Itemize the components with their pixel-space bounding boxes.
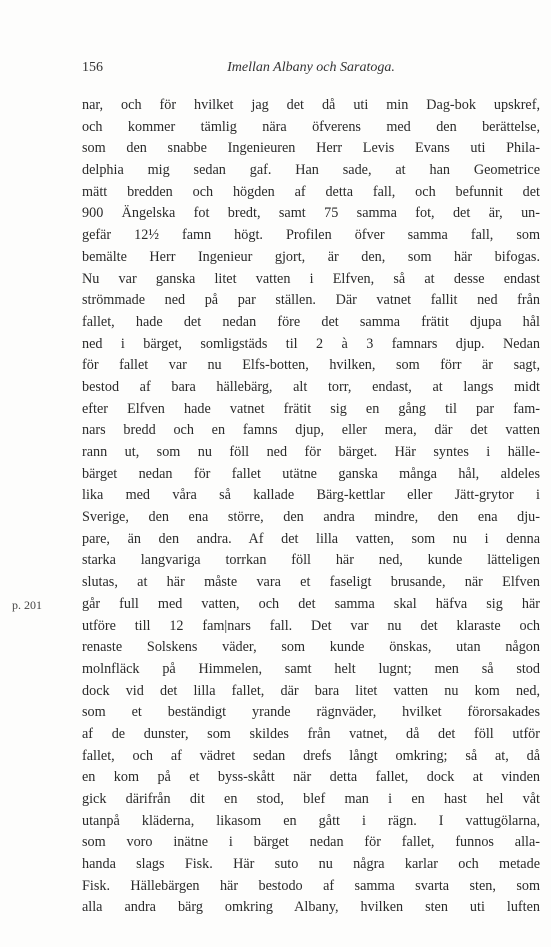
text-line: som den snabbe Ingenieuren Herr Levis Evans uti Phila- <box>82 140 540 157</box>
text-line: bärget nedan för fallet utätne ganska många hål, aldeles <box>82 465 540 482</box>
text-line: delphia mig sedan gaf. Han sade, at han Geometrice <box>82 162 540 179</box>
text-line: pare, än den andra. Af det lilla vatten, som nu i denna <box>82 530 540 547</box>
text-line: fallet, och af vädret sedan drefs långt omkring; så at, då <box>82 747 540 764</box>
text-line: renaste Solskens väder, som kunde önskas, utan någon <box>82 639 540 656</box>
text-line: nar, och för hvilket jag det då uti min Dag-bok upskref, <box>82 97 540 113</box>
text-line: alla andra bärg omkring Albany, hvilken sten uti luften <box>82 899 540 916</box>
text-line: af de dunster, som skildes från vatnet, då det föll utför <box>82 725 540 742</box>
text-line: starka langvariga torrkan föll här ned, kunde lätteligen <box>82 552 540 569</box>
text-line: bemälte Herr Ingenieur gjort, är den, som här bifogas. <box>82 248 540 265</box>
text-line: går full med vatten, och det samma skal häfva sig här <box>82 595 540 612</box>
text-line: fallet, hade det nedan före det samma frätit djupa hål <box>82 313 540 330</box>
text-line: utanpå kläderna, likasom en gått i rägn. I vattugölarna, <box>82 812 540 829</box>
text-line: gefär 12½ famn högt. Profilen öfver samma fall, som <box>82 227 540 244</box>
text-line: molnfläck på Himmelen, samt helt lugnt; men så stod <box>82 660 540 677</box>
text-line: slutas, at här måste vara et faseligt brusande, när Elfven <box>82 574 540 591</box>
text-line: ned i bärget, somligstäds til 2 à 3 famnars djup. Nedan <box>82 335 540 352</box>
text-line: lika med våra så kallade Bärg-kettlar eller Jätt-grytor i <box>82 487 540 504</box>
text-line: gick därifrån dit en stod, blef man i en hast hel våt <box>82 791 540 807</box>
text-line: efter Elfven hade vatnet frätit sig en gång til par fam- <box>82 400 540 417</box>
text-line: mätt bredden och högden af detta fall, och befunnit det <box>82 183 540 200</box>
page-header <box>82 60 540 80</box>
text-line: handa slags Fisk. Här suto nu några karlar och metade <box>82 856 540 873</box>
text-line: Fisk. Hällebärgen här bestodo af samma svarta sten, som <box>82 877 540 894</box>
text-line: dock vid det lilla fallet, där bara litet vatten nu kom ned, <box>82 682 540 699</box>
margin-page-reference: p. 201 <box>12 598 42 612</box>
text-line: och kommer tämlig nära öfverens med den berättelse, <box>82 118 540 135</box>
text-line: en kom på et byss-skått när detta fallet, dock at vinden <box>82 769 540 786</box>
text-line: som et beständigt yrande rägnväder, hvilket förorsakades <box>82 704 540 721</box>
page-number: 156 <box>82 60 103 75</box>
text-line: Nu var ganska litet vatten i Elfven, så at desse endast <box>82 270 540 287</box>
text-line: utföre till 12 fam|nars fall. Det var nu det klaraste och <box>82 617 540 634</box>
text-line: rann ut, som nu föll ned för bärget. Här syntes i hälle- <box>82 444 540 460</box>
text-line: för fallet var nu Elfs-botten, hvilken, som förr är sagt, <box>82 357 540 374</box>
text-line: bestod af bara hällebärg, alt torr, endast, at langs midt <box>82 378 540 395</box>
text-line: som voro inätne i bärget nedan för fallet, funnos alla- <box>82 834 540 851</box>
text-line: strömmade ned på par ställen. Där vatnet fallit ned från <box>82 292 540 309</box>
running-title: Imellan Albany och Saratoga. <box>227 60 395 75</box>
body-text <box>82 95 540 919</box>
text-line: 900 Ängelska fot bredt, samt 75 samma fot, det är, un- <box>82 205 540 222</box>
text-line: nars bredd och en famns djup, eller mera, där det vatten <box>82 422 540 439</box>
text-line: Sverige, den ena större, den andra mindre, den ena dju- <box>82 509 540 526</box>
